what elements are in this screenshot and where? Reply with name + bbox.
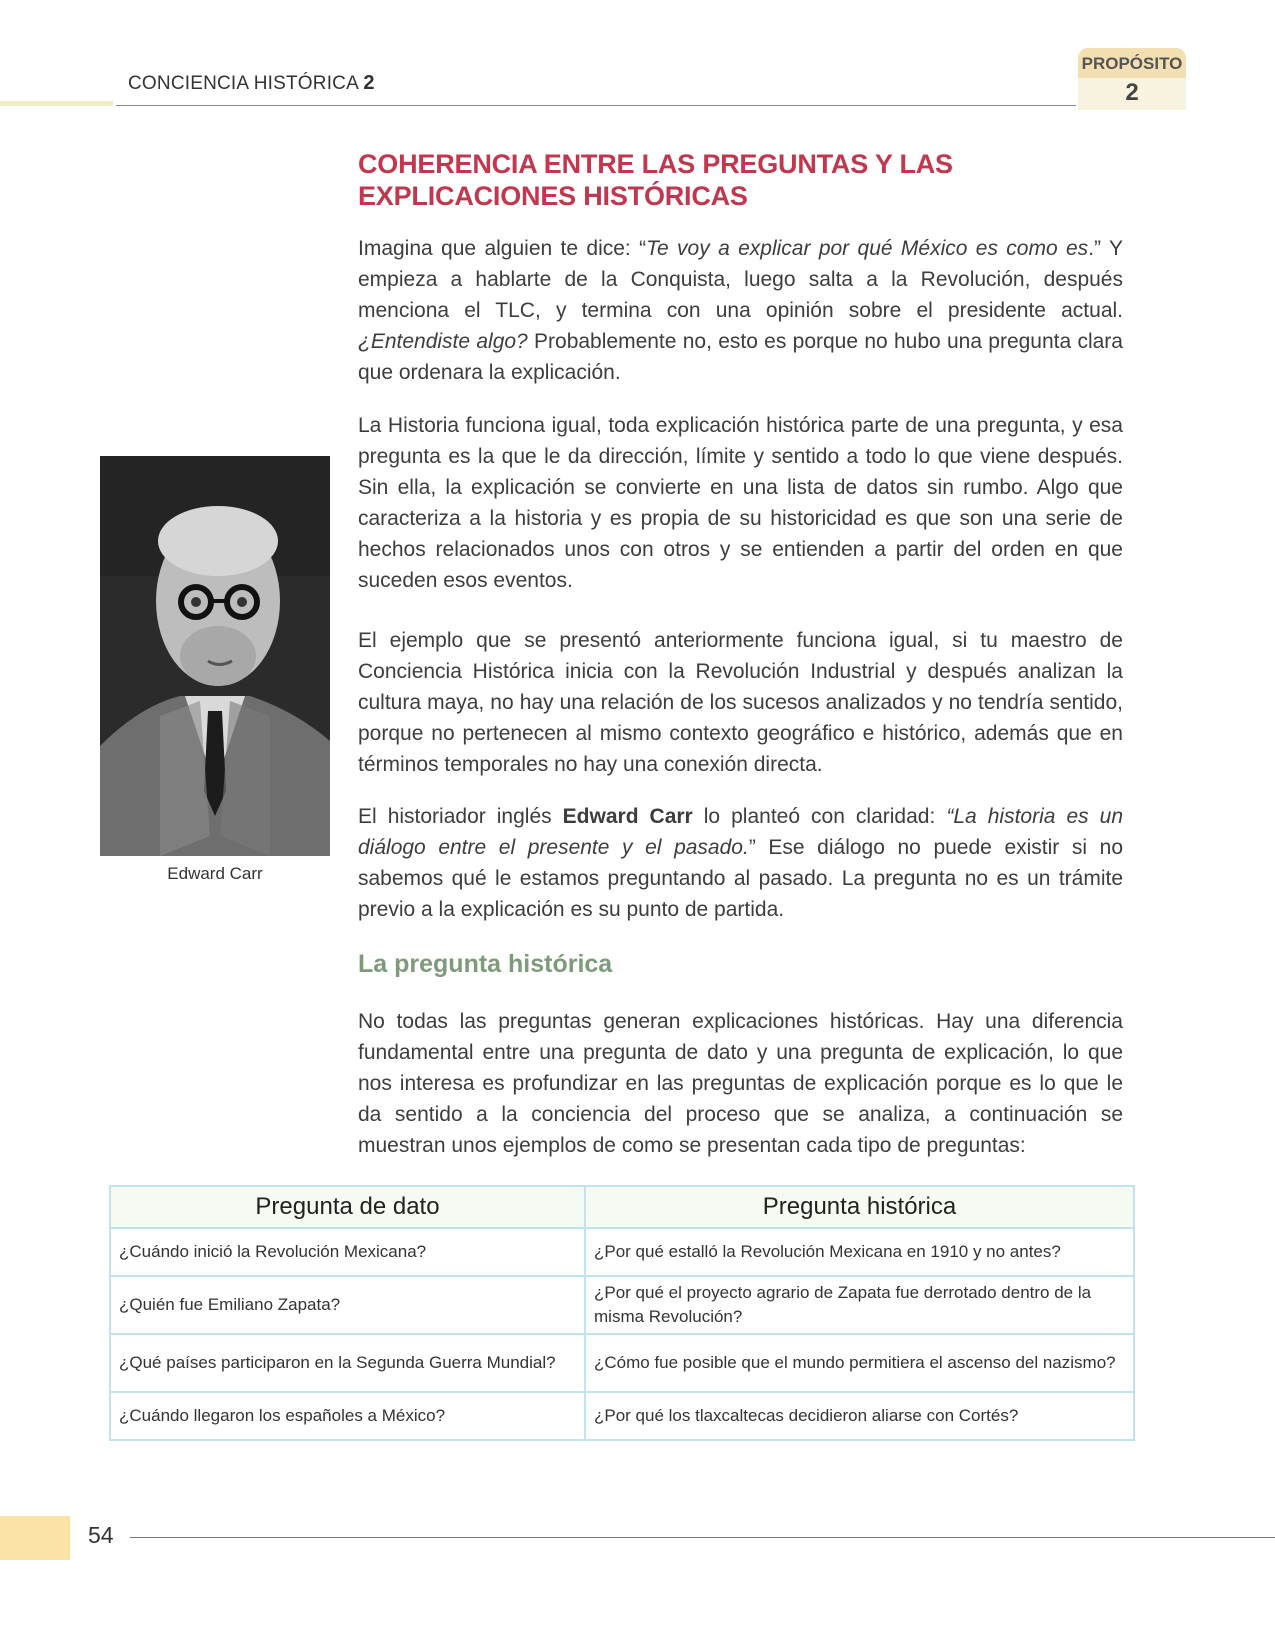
section-title <box>358 148 1118 212</box>
header-accent-bar <box>0 101 113 106</box>
table-cell: ¿Quién fue Emiliano Zapata? <box>110 1276 585 1334</box>
header-cell-historical-question: Pregunta histórica <box>585 1186 1134 1228</box>
table-cell: ¿Por qué los tlaxcaltecas decidieron aliarse con Cortés? <box>585 1392 1134 1440</box>
p4-quote: “La historia es un diálogo entre el presente y el pasado. <box>358 805 1124 859</box>
table-row <box>110 1392 1134 1440</box>
portrait-illustration <box>100 456 330 856</box>
running-header-number: 2 <box>363 72 375 94</box>
table-cell: ¿Por qué estalló la Revolución Mexicana en 1910 y no antes? <box>585 1228 1134 1276</box>
paragraph-1 <box>358 233 1123 388</box>
p1-question: ¿Entendiste algo? <box>358 330 528 353</box>
purpose-tab <box>1078 48 1186 110</box>
p1-text-e: Probablemente no, esto es porque no hubo una pregunta clara que ordenara la explicación. <box>358 330 1123 384</box>
table-cell: ¿Cómo fue posible que el mundo permitiera el ascenso del nazismo? <box>585 1334 1134 1392</box>
table-row <box>110 1228 1134 1276</box>
running-header <box>128 72 375 95</box>
p4-text-e: ” Ese diálogo no puede existir si no sabemos qué le estamos preguntando al pasado. La pregunta no es un trámite previo a la explicación es su punto de partida. <box>358 836 1123 921</box>
purpose-tab-number: 2 <box>1125 79 1139 106</box>
paragraph-5: No todas las preguntas generan explicaciones históricas. Hay una diferencia fundamental entre una pregunta de dato y una pregunta de explicación, lo que nos interesa es profundizar en las preguntas de explicación porque es lo que le da sentido a la conciencia del proceso que se analiza, a continuación se muestran unos ejemplos de como se presentan cada tipo de preguntas: <box>358 1010 1123 1157</box>
table-row <box>110 1276 1134 1334</box>
running-header-text: CONCIENCIA HISTÓRICA <box>128 73 358 94</box>
edward-carr-photo <box>100 456 330 856</box>
p4-author-name: Edward Carr <box>562 805 693 828</box>
p4-text-c: lo planteó con claridad: <box>692 805 947 828</box>
footer-rule <box>130 1537 1275 1538</box>
photo-caption: Edward Carr <box>167 864 263 883</box>
questions-table <box>109 1185 1135 1441</box>
paragraph-3: El ejemplo que se presentó anteriormente funciona igual, si tu maestro de Conciencia Histórica inicia con la Revolución Industrial y después analizan la cultura maya, no hay una relación de los sucesos analizados y no tendría sentido, porque no pertenecen al mismo contexto geográfico e histórico, además que en términos temporales no hay una conexión directa. <box>358 629 1123 776</box>
page-number: 54 <box>88 1522 114 1548</box>
section-title-line-1: COHERENCIA ENTRE LAS PREGUNTAS Y LAS <box>358 149 953 179</box>
paragraph-4 <box>358 801 1123 925</box>
table-cell: ¿Cuándo inició la Revolución Mexicana? <box>110 1228 585 1276</box>
p4-text-a: El historiador inglés <box>358 805 563 828</box>
table-cell: ¿Cuándo llegaron los españoles a México? <box>110 1392 585 1440</box>
footer-accent-box <box>0 1516 70 1560</box>
paragraph-2: La Historia funciona igual, toda explicación histórica parte de una pregunta, y esa pregunta es la que le da dirección, límite y sentido a todo lo que viene después. Sin ella, la explicación se convierte en una lista de datos sin rumbo. Algo que caracteriza a la historia y es propia de su historicidad es que son una serie de hechos relacionados unos con otros y se entienden a partir del orden en que suceden esos eventos. <box>358 414 1123 592</box>
table-row <box>110 1334 1134 1392</box>
p1-text-c: .” Y empieza a hablarte de la Conquista, luego salta a la Revolución, después menciona el TLC, y termina con una opinión sobre el presidente actual. <box>358 237 1123 322</box>
section-title-line-2: EXPLICACIONES HISTÓRICAS <box>358 181 748 211</box>
subsection-title: La pregunta histórica <box>358 950 613 978</box>
header-cell-data-question: Pregunta de dato <box>110 1186 585 1228</box>
header-rule <box>116 105 1076 106</box>
table-cell: ¿Qué países participaron en la Segunda Guerra Mundial? <box>110 1334 585 1392</box>
table-header-row <box>110 1186 1134 1228</box>
table-cell: ¿Por qué el proyecto agrario de Zapata fue derrotado dentro de la misma Revolución? <box>585 1276 1134 1334</box>
p1-text-a: Imagina que alguien te dice: “ <box>358 237 647 260</box>
p1-quote: Te voy a explicar por qué México es como es <box>646 237 1089 260</box>
purpose-tab-label: PROPÓSITO <box>1078 48 1186 78</box>
